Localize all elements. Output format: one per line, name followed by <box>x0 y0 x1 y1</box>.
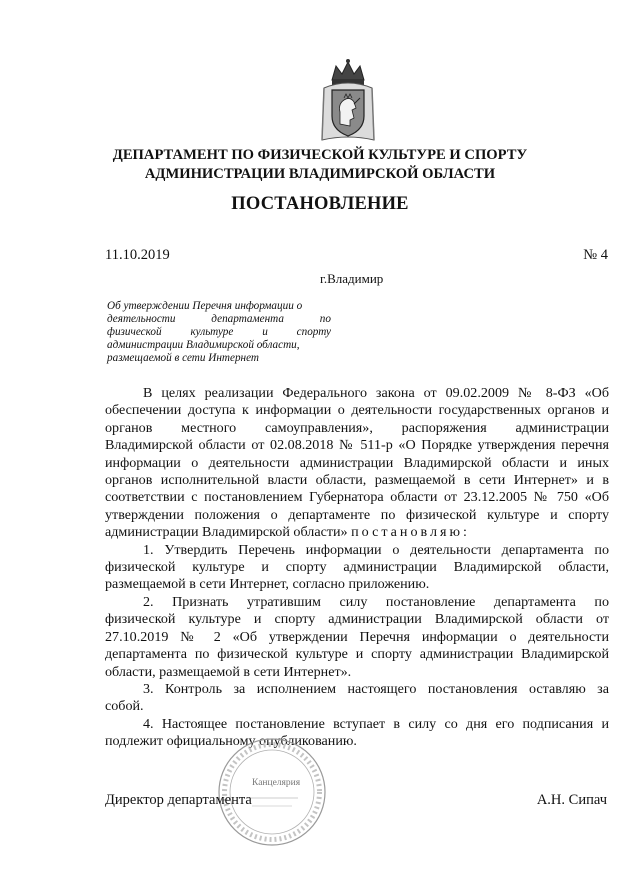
subject-line: деятельности департамента по <box>107 313 331 325</box>
coat-of-arms-icon <box>318 58 378 144</box>
item-4-line: 4. Настоящее постановление вступает в силу со дня его подписания и <box>143 715 609 732</box>
preamble-line: органов местного самоуправления», распоряжения администрации <box>105 419 609 436</box>
item-2-line: физической культуре и спорту администрации Владимирской области от <box>105 611 609 628</box>
item-2-line: 2. Признать утратившим силу постановление департамента по <box>143 593 609 610</box>
item-1-line: размещаемой в сети Интернет, согласно приложению. <box>105 576 430 593</box>
decree-word: постановляю: <box>351 524 470 541</box>
department-line-2: АДМИНИСТРАЦИИ ВЛАДИМИРСКОЙ ОБЛАСТИ <box>144 166 496 182</box>
item-2-line: 27.10.2019 № 2 «Об утверждении Перечня информации о деятельности <box>105 628 609 645</box>
item-1-line: 1. Утвердить Перечень информации о деятельности департамента по <box>143 541 609 558</box>
preamble-line: органов исполнительной власти области, размещаемой в сети Интернет» и в <box>105 472 609 489</box>
document-date: 11.10.2019 <box>105 247 170 263</box>
department-line-1: ДЕПАРТАМЕНТ ПО ФИЗИЧЕСКОЙ КУЛЬТУРЕ И СПОРТУ <box>112 147 528 163</box>
document-type-title: ПОСТАНОВЛЕНИЕ <box>231 194 409 214</box>
department-heading <box>0 146 640 184</box>
preamble-line: утверждении положения о департаменте по физической культуре и спорту <box>105 506 609 523</box>
document-body <box>105 385 609 751</box>
signatory-title: Директор департамента <box>105 792 252 808</box>
item-3-line: собой. <box>105 698 144 715</box>
preamble-tail: администрации Владимирской области» <box>105 524 348 541</box>
preamble-line: В целях реализации Федерального закона от 09.02.2009 № 8-ФЗ «Об <box>143 385 609 401</box>
preamble-line: обеспечении доступа к информации о деятельности государственных органов и <box>105 402 609 419</box>
preamble-line: информации о деятельности администрации Владимирской области и иных <box>105 454 609 471</box>
subject-block <box>107 300 331 365</box>
subject-line: размещаемой в сети Интернет <box>107 352 259 364</box>
preamble-line: Владимирской области от 02.08.2018 № 511-р «О Порядке утверждения перечня <box>105 437 609 454</box>
item-1-line: физической культуре и спорту администрации Владимирской области, <box>105 559 609 576</box>
item-3-line: 3. Контроль за исполнением настоящего постановления оставляю за <box>143 680 609 697</box>
subject-line: физической культуре и спорту <box>107 326 331 338</box>
stamp-label: Канцелярия <box>252 778 301 788</box>
subject-line: администрации Владимирской области, <box>107 339 300 351</box>
preamble-line: соответствии с постановлением Губернатора области от 23.12.2005 № 750 «Об <box>105 489 609 506</box>
signatory-name: А.Н. Сипач <box>536 792 607 808</box>
subject-line: Об утверждении Перечня информации о <box>107 300 303 312</box>
item-2-line: области, размещаемой в сети Интернет». <box>105 663 352 680</box>
item-4-line: подлежит официальному опубликованию. <box>105 733 357 750</box>
document-city: г.Владимир <box>320 271 384 286</box>
item-2-line: департамента по физической культуре и спорту администрации Владимирской <box>105 646 609 663</box>
preamble-line-last <box>105 524 609 541</box>
document-number: № 4 <box>583 247 608 263</box>
